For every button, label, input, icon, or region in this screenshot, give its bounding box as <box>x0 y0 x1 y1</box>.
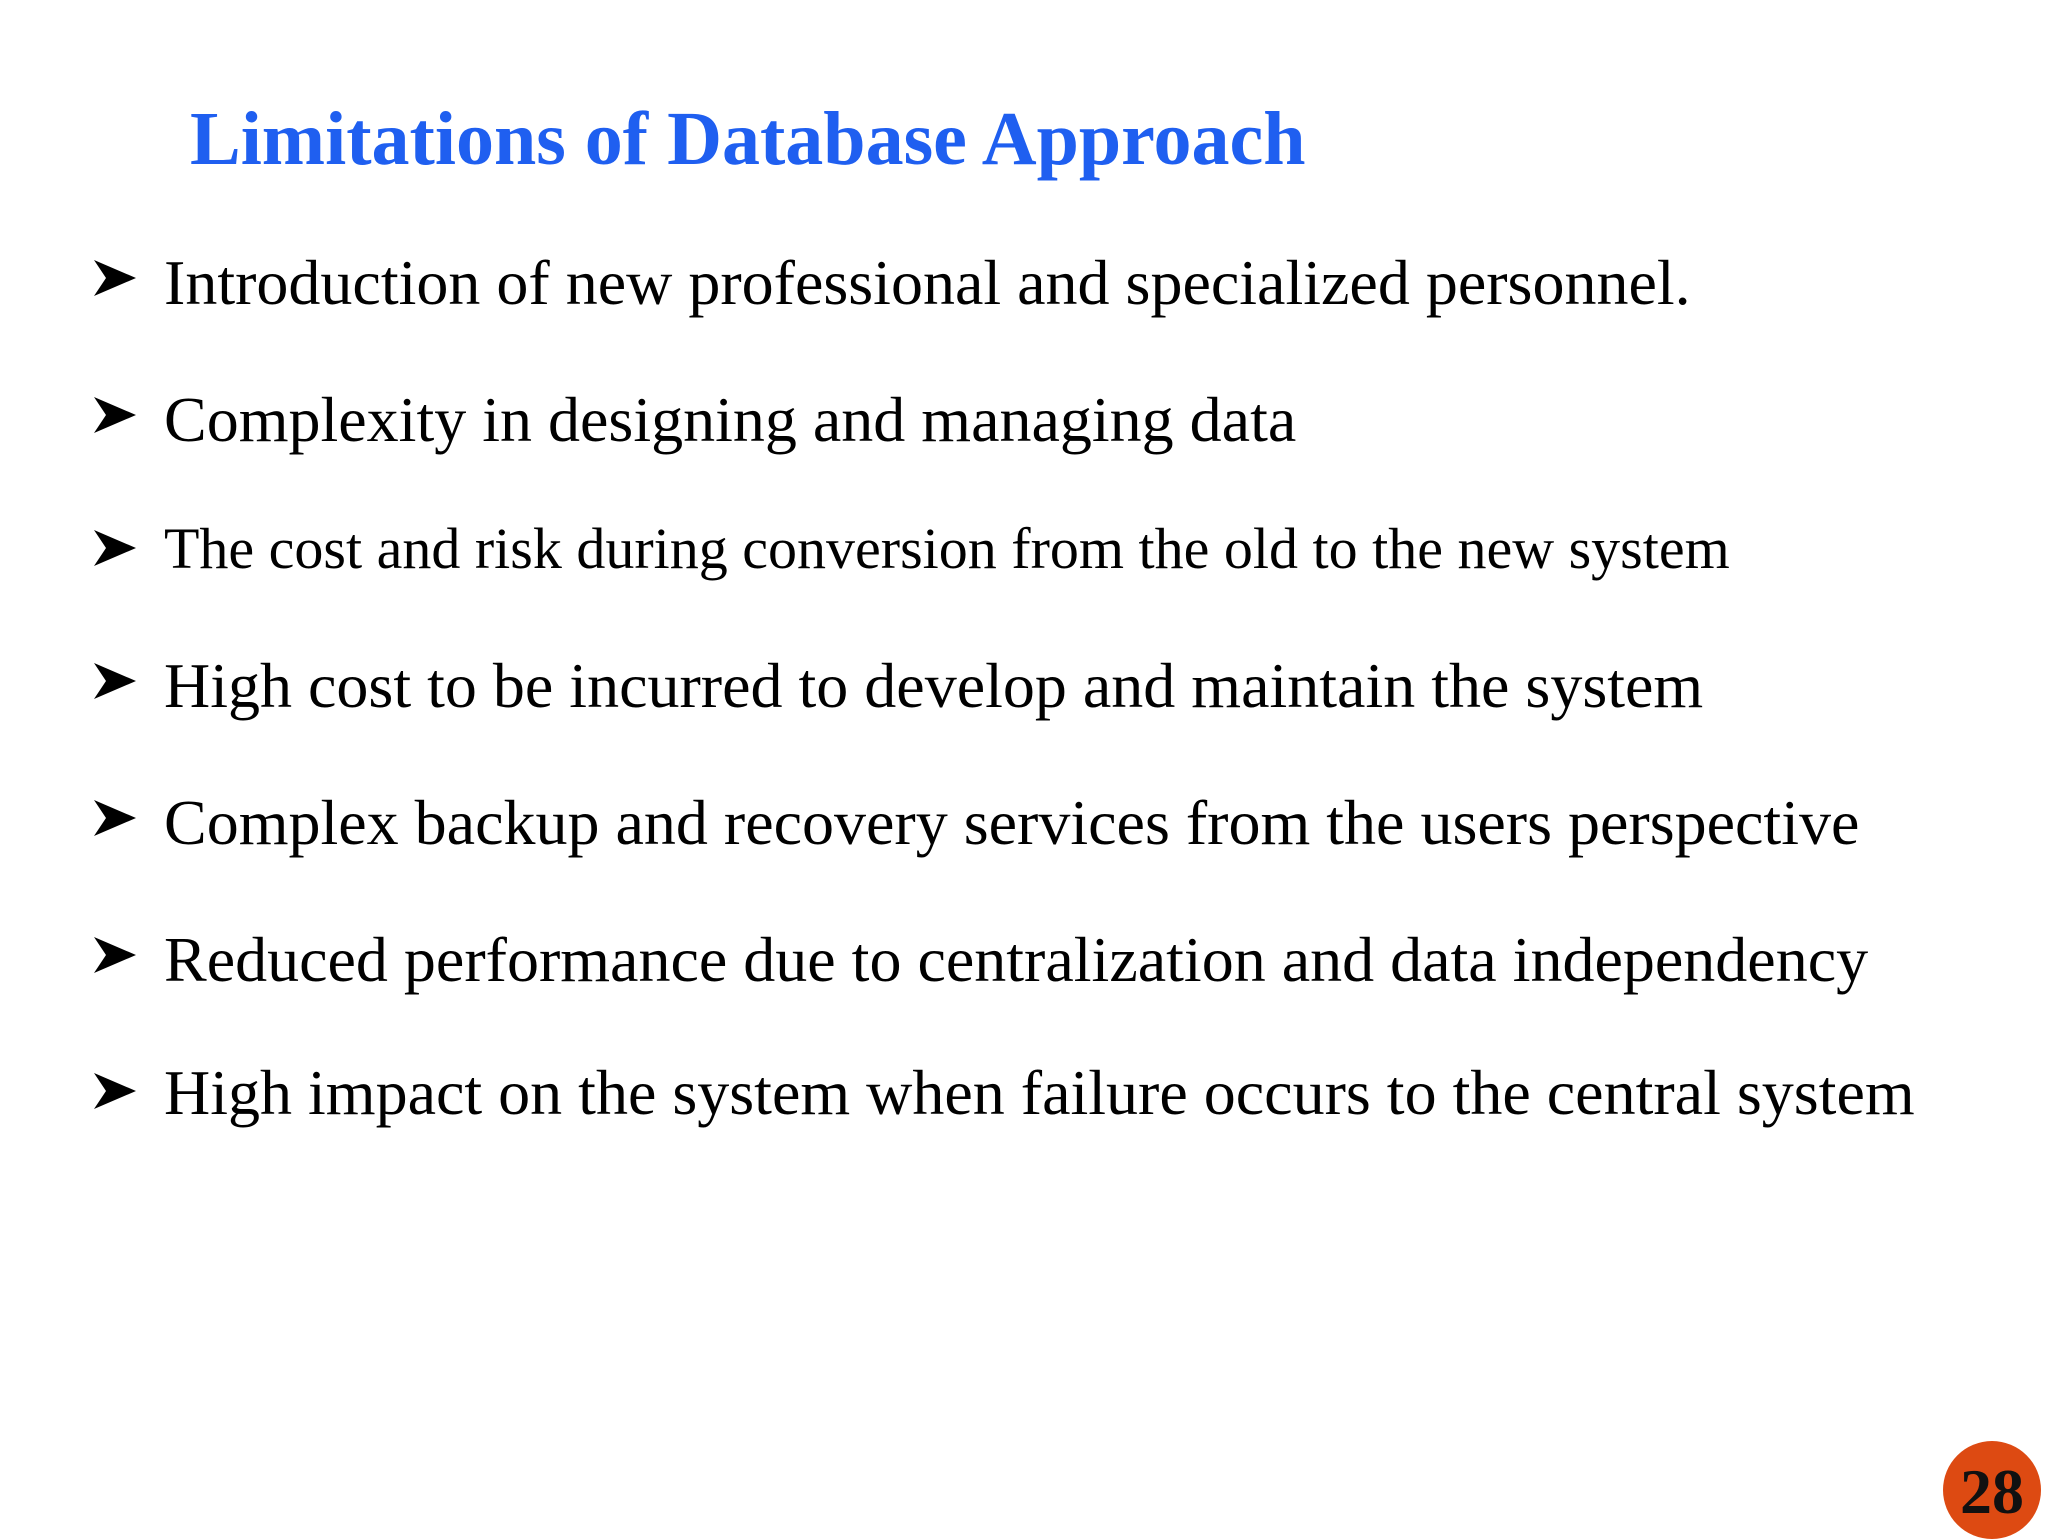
arrowhead-bullet-icon <box>92 518 164 570</box>
bullet-text: Complexity in designing and managing data <box>164 384 1297 455</box>
bullet-text: Reduced performance due to centralization and data independency <box>164 924 1869 995</box>
bullet-item <box>92 518 1974 581</box>
bullet-item <box>92 788 1974 857</box>
bullet-item <box>92 925 1974 994</box>
bullet-text: The cost and risk during conversion from the old to the new system <box>164 516 1730 581</box>
arrowhead-bullet-icon <box>92 925 164 977</box>
bullet-text: High impact on the system when failure occurs to the central system <box>164 1057 1915 1128</box>
bullet-item <box>92 385 1974 454</box>
bullet-item <box>92 248 1974 317</box>
slide-title: Limitations of Database Approach <box>190 97 1306 181</box>
bullet-text: High cost to be incurred to develop and maintain the system <box>164 650 1704 721</box>
arrowhead-bullet-icon <box>92 651 164 703</box>
page-number: 28 <box>1960 1456 2024 1527</box>
page-number-badge <box>1943 1441 2041 1539</box>
arrowhead-bullet-icon <box>92 248 164 300</box>
bullet-item <box>92 651 1974 720</box>
arrowhead-bullet-icon <box>92 788 164 840</box>
bullet-text: Introduction of new professional and specialized personnel. <box>164 247 1691 318</box>
bullet-item <box>92 1057 1974 1160</box>
bullet-text: Complex backup and recovery services from the users perspective <box>164 787 1860 858</box>
arrowhead-bullet-icon <box>92 385 164 437</box>
arrowhead-bullet-icon <box>92 1061 164 1113</box>
